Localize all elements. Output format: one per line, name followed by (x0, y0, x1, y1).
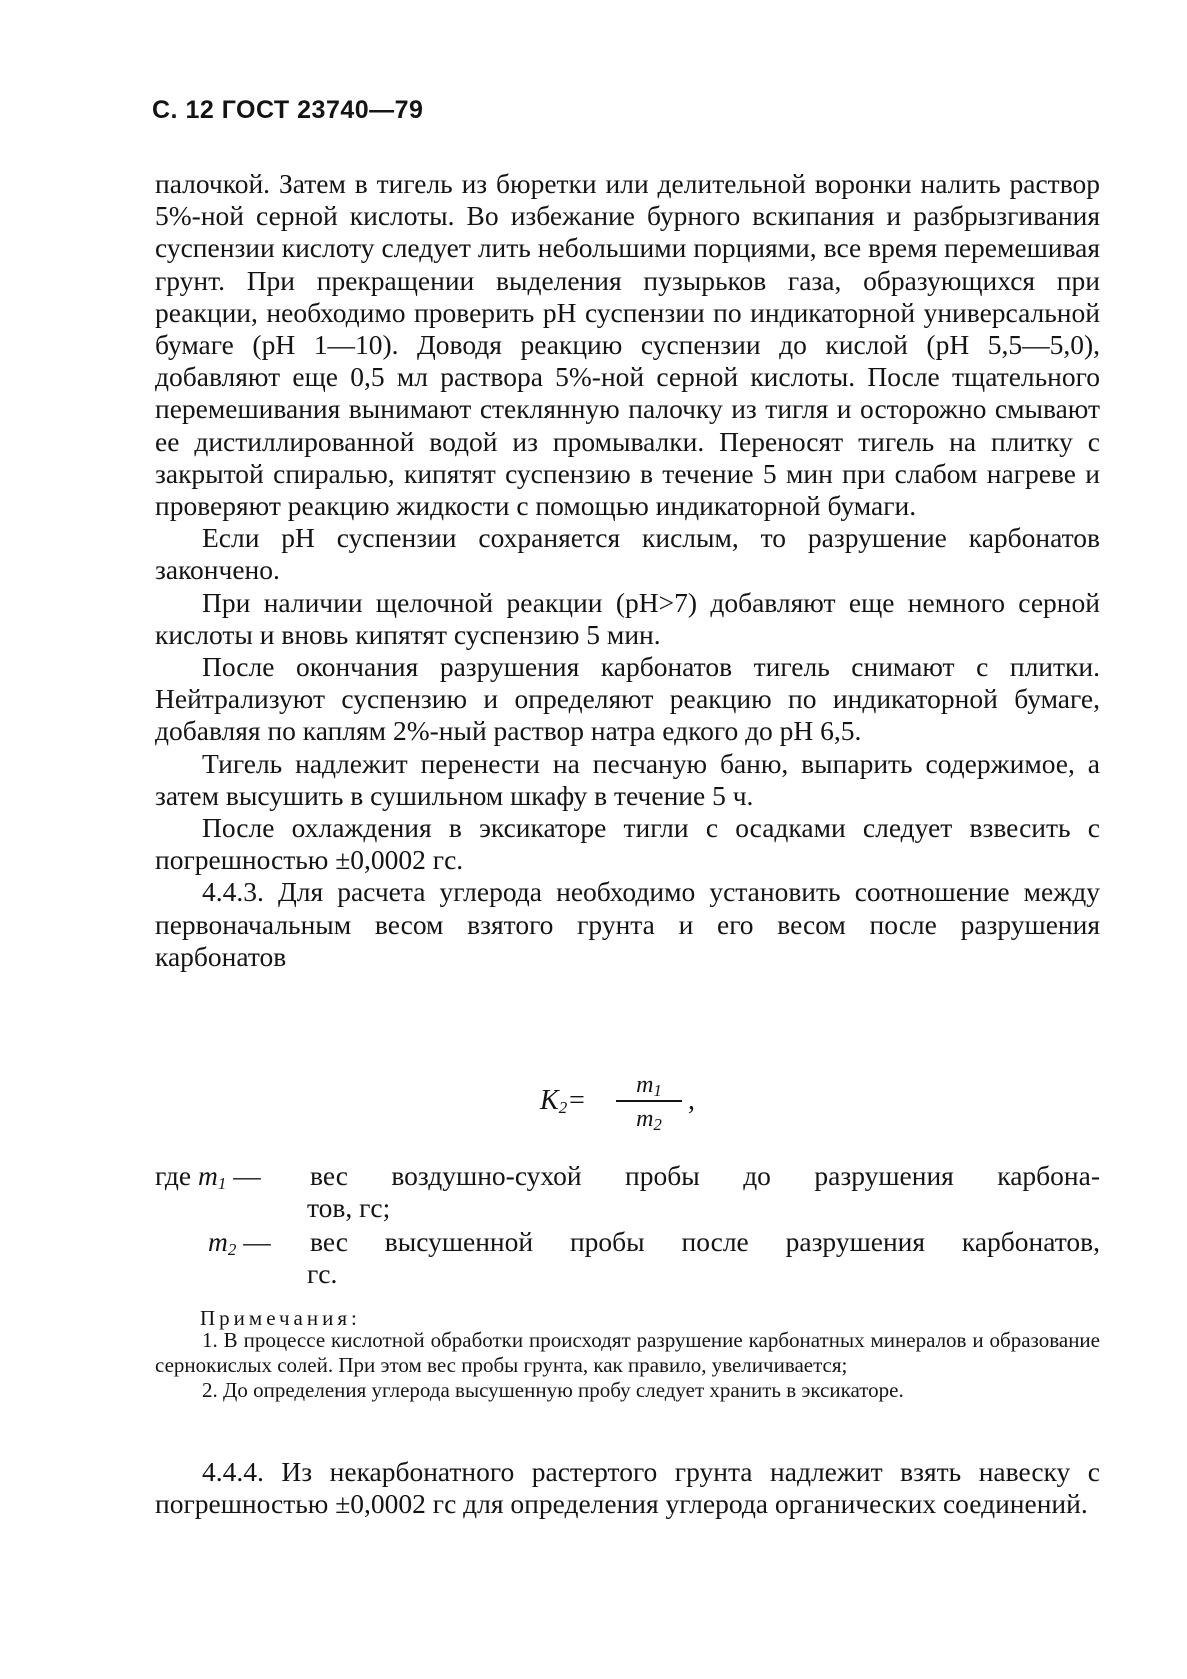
definition-m2-text: вес высушенной пробы после разрушения карбонатов, (310, 1226, 1100, 1257)
definition-m1-text: вес воздушно-сухой пробы до разрушения карбона- (310, 1160, 1100, 1191)
formula-denominator: $m_2$ (636, 1106, 662, 1134)
paragraph-procedure: палочкой. Затем в тигель из бюретки или делительной воронки налить раствор 5%-ной серной кислоты. Во избежание бурного вскипания и разбрызгивания суспензии кислоту следует лить небольшими порциями, все время перемешивая грунт. При прекращении выделения пузырьков газа, образующихся при реакции, необходимо проверить pH суспензии по индикаторной универсальной бумаге (pH 1—10). Доводя реакцию суспензии до кислой (pH 5,5—5,0), добавляют еще 0,5 мл раствора 5%-ной серной кислоты. После тщательного перемешивания вынимают стеклянную палочку из тигля и осторожно смывают ее дистиллированной водой из промывалки. Переносят тигель на плитку с закрытой спиралью, кипятят суспензию в течение 5 мин при слабом нагреве и проверяют реакцию жидкости с помощью индикаторной бумаги. (155, 168, 1100, 522)
definition-lead: где $m_1$ — (155, 1160, 261, 1193)
paragraph-evaporate: Тигель надлежит перенести на песчаную баню, выпарить содержимое, а затем высушить в сушильном шкафу в течение 5 ч. (155, 747, 1100, 811)
section-4-4-3: 4.4.3. Для расчета углерода необходимо установить соотношение между первоначальным весом взятого грунта и его весом после разрушения карбонатов (155, 876, 1100, 972)
note-1: 1. В процессе кислотной обработки происходят разрушение карбонатных минералов и образование сернокислых солей. При этом вес пробы грунта, как правило, увеличивается; (155, 1328, 1100, 1377)
definition-m2 (155, 1226, 1100, 1290)
definition-m1 (155, 1160, 1100, 1224)
paragraph-alkaline: При наличии щелочной реакции (pH>7) добавляют еще немного серной кислоты и вновь кипятят суспензию 5 мин. (155, 586, 1100, 650)
definitions (155, 1160, 1100, 1292)
formula-numerator: $m_1$ (636, 1072, 662, 1100)
definition-m1-cont: тов, гс; (307, 1192, 391, 1223)
formula-comma: , (688, 1085, 695, 1116)
notes-title: Примечания: (200, 1306, 361, 1330)
definition-m2-cont: гс. (307, 1258, 338, 1289)
notes (155, 1328, 1100, 1403)
formula-fraction (614, 1070, 684, 1136)
paragraph-weigh: После охлаждения в эксикаторе тигли с осадками следует взвесить с погрешностью ±0,0002 гс. (155, 812, 1100, 876)
definition-lead: $m_2$ — (208, 1226, 271, 1259)
note-2: 2. До определения углерода высушенную пробу следует хранить в эксикаторе. (202, 1378, 904, 1402)
running-head: С. 12 ГОСТ 23740—79 (152, 96, 424, 124)
section-4-4-4: 4.4.4. Из некарбонатного растертого грунта надлежит взять навеску с погрешностью ±0,0002 гс для определения углерода органических соединений. (155, 1456, 1100, 1520)
paragraph-neutralize: После окончания разрушения карбонатов тигель снимают с плитки. Нейтрализуют суспензию и определяют реакцию по индикаторной бумаге, добавляя по каплям 2%-ный раствор натра едкого до pH 6,5. (155, 651, 1100, 747)
main-text (155, 168, 1100, 973)
paragraph-acid-result: Если pH суспензии сохраняется кислым, то разрушение карбонатов закончено. (155, 522, 1100, 586)
formula-lhs: $K_2=$ (540, 1085, 587, 1117)
